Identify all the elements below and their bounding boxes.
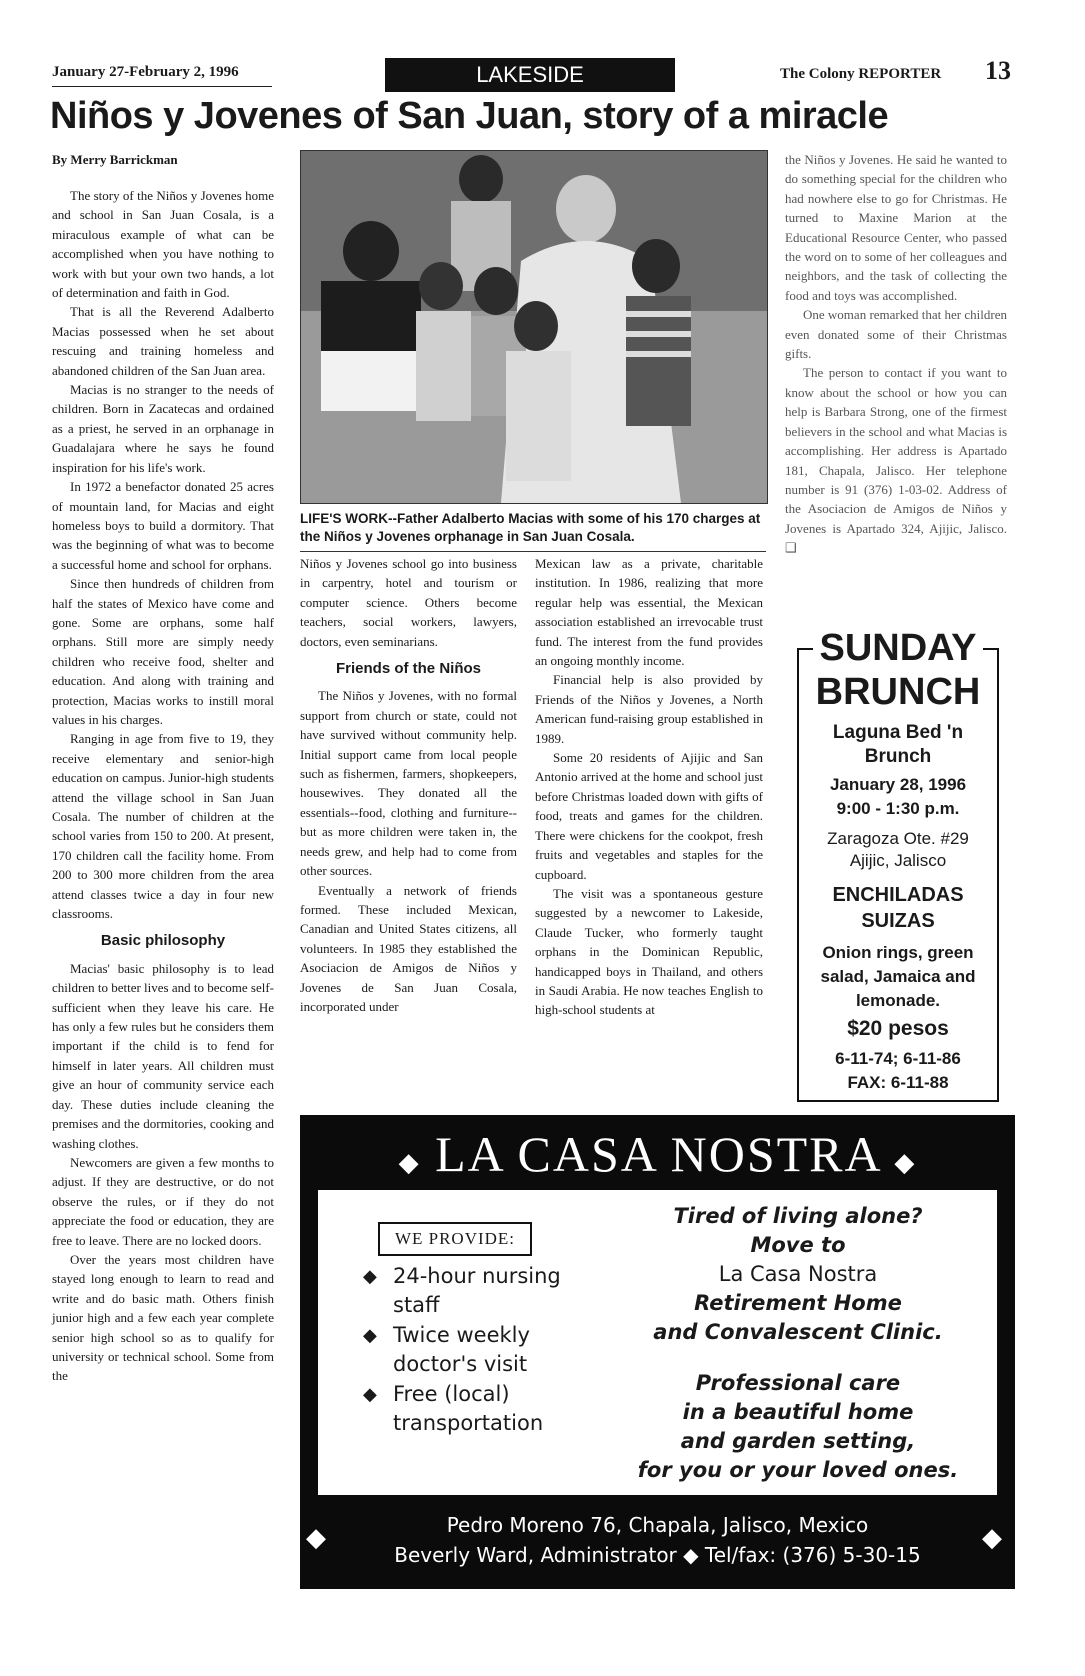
paper-name: The Colony REPORTER [780, 66, 942, 82]
list-item [363, 1321, 613, 1379]
ad-pitch [618, 1202, 978, 1485]
subhead-basic-philosophy: Basic philosophy [100, 932, 226, 950]
brunch-sides-3: lemonade. [855, 991, 941, 1010]
brunch-dish-2: SUIZAS [861, 910, 935, 932]
paragraph: Macias' basic philosophy is to lead children to better lives and to become self-sufficient when they leave his care. He has only a few rules but he considers them important if the child is to fend for himself in later years. All children must give an hour of community service each day. These duties include cleaning the premises and the dormitories, cooking and washing clothes. [52, 960, 275, 1151]
article-column-4 [785, 150, 1007, 558]
pitch-line: and Convalescent Clinic. [653, 1320, 943, 1344]
article-column-2 [300, 554, 517, 1016]
pitch-line: La Casa Nostra [718, 1262, 878, 1286]
brunch-address-2: Ajijic, Jalisco [849, 851, 947, 870]
paragraph: Over the years most children have stayed long enough to learn to read and write and do basic math. Others finish junior high and a few each year complete senior high school so as to qualify for university or technical school. Some from the [52, 1251, 274, 1384]
paragraph: Niños y Jovenes school go into business in carpentry, hotel and tourism or computer science. Others become teachers, social workers, lawyers, doctors, even seminarians. [300, 556, 517, 649]
list-item [363, 1380, 613, 1438]
ad-footer [300, 1510, 1015, 1570]
paragraph: Ranging in age from five to 19, they receive elementary and senior-high education on campus. Junior-high students attend the village school in San Juan Cosala. The number of children at the school varies from 150 to 200. At present, 170 children call the facility home. From 200 to 300 more children from the area attend classes twice a day in four new classrooms. [52, 731, 274, 922]
diamond-bullet-icon: ◆ [363, 1325, 377, 1346]
pitch-line: Tired of living alone? [673, 1204, 923, 1228]
paragraph: Eventually a network of friends formed. These included Mexican, Canadian and United States citizens, all volunteers. In 1985 they established the Asociacion de Amigos de Niños y Jovenes de San Juan Cosala, incorporated under [300, 882, 517, 1014]
brunch-address-1: Zaragoza Ote. #29 [827, 829, 969, 848]
sunday-brunch-ad [797, 627, 999, 1102]
services-list [363, 1262, 613, 1439]
byline: By Merry Barrickman [52, 152, 178, 167]
service-text: 24-hour nursing staff [393, 1264, 561, 1317]
paragraph: That is all the Reverend Adalberto Macias possessed when he set about rescuing and training homeless and abandoned children of the San Juan area. [52, 304, 274, 378]
header-rule [52, 86, 272, 87]
issue-date: January 27-February 2, 1996 [52, 64, 239, 80]
diamond-bullet-icon: ◆ [363, 1384, 377, 1405]
brunch-time: 9:00 - 1:30 p.m. [836, 799, 960, 818]
la-casa-nostra-ad [300, 1115, 1015, 1589]
page-number: 13 [985, 56, 1011, 85]
brunch-title-2: BRUNCH [815, 671, 981, 713]
paragraph: The Niños y Jovenes, with no formal support from church or state, could not have survived without community help. Initial support came from local people such as fishermen, farmers, shopkeepers, housewives. They donated all the essentials--food, clothing and furniture--but as more children were taken in, the needs grew, and help had to come from other sources. [300, 688, 517, 879]
paragraph: The visit was a spontaneous gesture suggested by a newcomer to Lakeside, Claude Tucker, who formerly taught orphans in the Dominican Republic, handicapped boys in Thailand, and others in Saudi Arabia. He now teaches English to high-school students at [535, 885, 763, 1018]
ad-address: Pedro Moreno 76, Chapala, Jalisco, Mexico [446, 1513, 869, 1537]
diamond-icon: ◆ [894, 1148, 917, 1177]
ad-inner-panel [318, 1190, 997, 1495]
pitch-line: for you or your loved ones. [637, 1458, 959, 1482]
brunch-price: $20 pesos [847, 1017, 949, 1040]
paragraph: Mexican law as a private, charitable institution. In 1986, realizing that more regular help was essential, the Mexican association established an irrevocable trust fund. The interest from the fund provides an ongoing monthly income. [535, 556, 763, 669]
photo-image [301, 151, 767, 503]
photo-caption: LIFE'S WORK--Father Adalberto Macias with some of his 170 charges at the Niños y Jovenes orphanage in San Juan Cosala. [300, 511, 761, 544]
pitch-line: Retirement Home [694, 1291, 902, 1315]
caption-rule [300, 551, 766, 552]
paragraph: The story of the Niños y Jovenes home and school in San Juan Cosala, is a miraculous example of what can be accomplished when you have nothing to work with but your own two hands, a lot of determination and faith in God. [52, 188, 274, 301]
diamond-icon: ◆ [306, 1523, 326, 1552]
subhead-friends: Friends of the Niños [335, 660, 481, 678]
service-text: Twice weekly doctor's visit [393, 1323, 530, 1376]
brunch-sides-2: salad, Jamaica and [820, 967, 976, 986]
diamond-bullet-icon: ◆ [363, 1266, 377, 1287]
brunch-fax: FAX: 6-11-88 [847, 1073, 949, 1092]
article-column-1 [52, 186, 274, 1386]
paragraph: Financial help is also provided by Friends of the Niños y Jovenes, a North American fund-raising group established in 1989. [535, 672, 763, 746]
brunch-venue-1: Laguna Bed 'n [832, 722, 964, 743]
ad-title-row [300, 1125, 1015, 1183]
ad-contact: Beverly Ward, Administrator ◆ Tel/fax: (376) 5-30-15 [394, 1543, 921, 1567]
paragraph: In 1972 a benefactor donated 25 acres of mountain land, for Macias and eight homeless boys to build a dormitory. That was the beginning of what was to become a successful home and school for orphans. [52, 479, 274, 572]
paragraph: Some 20 residents of Ajijic and San Antonio arrived at the home and school just before Christmas loaded down with gifts of food, treats and games for the children. There were chickens for the cookpot, fresh fruits and vegetables and staples for the cupboard. [535, 750, 763, 882]
diamond-icon: ◆ [982, 1523, 1002, 1552]
paragraph: Newcomers are given a few months to adjust. If they are destructive, or do not observe the rules, or if they do not appreciate the food or education, they are free to leave. There are no locked doors. [52, 1154, 274, 1248]
brunch-date: January 28, 1996 [829, 775, 967, 794]
paragraph: Since then hundreds of children from half the states of Mexico have come and gone. Some are orphans, some half orphans. Still more are simply needy children who receive food, shelter and education. And along with training and protection, Macias works to instill moral values in his charges. [52, 576, 274, 727]
service-text: Free (local) transportation [393, 1382, 544, 1435]
brunch-venue-2: Brunch [864, 746, 932, 767]
paragraph: the Niños y Jovenes. He said he wanted to do something special for the children who had nowhere else to go for Christmas. He turned to Maxine Marion at the Educational Resource Center, who passed the word on to some of her colleagues and neighbors, and the task of collecting the food and toys was accomplished. [785, 152, 1007, 303]
pitch-line: Move to [750, 1233, 846, 1257]
article-headline: Niños y Jovenes of San Juan, story of a miracle [50, 95, 889, 137]
paragraph: Macias is no stranger to the needs of children. Born in Zacatecas and ordained as a priest, he served in an orphanage in Guadalajara where he says he found inspiration for his life's work. [52, 382, 274, 475]
section-banner: LAKESIDE [385, 58, 675, 92]
orphanage-photo [300, 150, 768, 504]
pitch-line: Professional care [695, 1371, 901, 1395]
ad-title: LA CASA NOSTRA [435, 1126, 880, 1182]
brunch-phone: 6-11-74; 6-11-86 [835, 1049, 961, 1068]
brunch-dish-1: ENCHILADAS [832, 884, 964, 906]
diamond-icon: ◆ [398, 1148, 421, 1177]
we-provide-label: WE PROVIDE: [378, 1222, 532, 1256]
paragraph: The person to contact if you want to know about the school or how you can help is Barbara Strong, one of the firmest believers in the school and what Macias is accomplishing. Her address is Apartado 181, Chapala, Jalisco. Her telephone number is 91 (376) 1-03-02. Address of the Asociacion de Amigos de Niños y Jovenes is Apartado 324, Ajijic, Jalisco. ❑ [785, 365, 1007, 556]
pitch-line: in a beautiful home [682, 1400, 914, 1424]
article-column-3 [535, 554, 763, 1020]
brunch-title-1: SUNDAY [813, 628, 983, 668]
paragraph: One woman remarked that her children even donated some of their Christmas gifts. [785, 307, 1007, 362]
brunch-sides-1: Onion rings, green [822, 943, 974, 962]
list-item [363, 1262, 613, 1320]
pitch-line: and garden setting, [680, 1429, 916, 1453]
